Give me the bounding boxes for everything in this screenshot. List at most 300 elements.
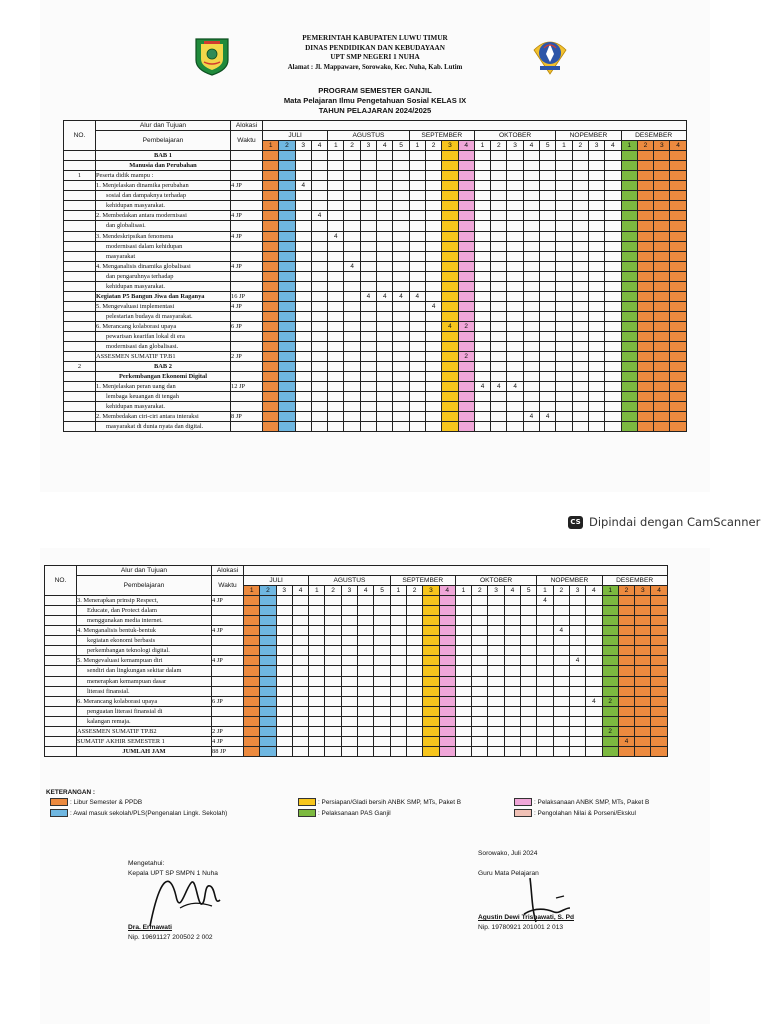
week-cell: [425, 211, 441, 221]
table-row: [64, 221, 687, 231]
row-number: [45, 706, 77, 716]
week-cell: [423, 626, 439, 636]
week-cell: [328, 291, 344, 301]
week-cell: [588, 161, 604, 171]
week-cell: [637, 271, 653, 281]
time-allocation: [231, 191, 263, 201]
week-cell: [279, 382, 295, 392]
week-cell: [637, 201, 653, 211]
week-cell: [263, 352, 279, 362]
week-cell: [654, 301, 670, 311]
week-cell: [602, 706, 618, 716]
week-cell: [491, 402, 507, 412]
table-row: [64, 402, 687, 412]
week-cell: [439, 666, 455, 676]
week-cell: [360, 181, 376, 191]
week-cell: [540, 261, 556, 271]
week-cell: [654, 291, 670, 301]
month-header: NOPEMBER: [537, 576, 602, 586]
table-row: [45, 686, 668, 696]
week-cell: [491, 301, 507, 311]
week-cell: [553, 706, 569, 716]
week-cell: [390, 686, 406, 696]
week-cell: 4: [328, 231, 344, 241]
learning-objective: 2. Membedakan antara modernisasi: [96, 211, 231, 221]
week-cell: [637, 342, 653, 352]
week-cell: [311, 171, 327, 181]
week-cell: [605, 151, 621, 161]
week-cell: [504, 716, 520, 726]
week-cell: [358, 636, 374, 646]
week-cell: [621, 161, 637, 171]
week-cell: [425, 201, 441, 211]
week-cell: [263, 372, 279, 382]
week-cell: [263, 362, 279, 372]
week-cell: [651, 686, 667, 696]
week-cell: [540, 241, 556, 251]
learning-objective: 6. Merancang kolaborasi upaya: [77, 696, 212, 706]
week-cell: [393, 301, 409, 311]
week-cell: [406, 706, 422, 716]
row-number: [64, 231, 96, 241]
learning-objective: dan pengaruhnya terhadap: [96, 271, 231, 281]
week-cell: [328, 181, 344, 191]
semester-schedule-table-page-1: [63, 120, 687, 432]
signing-place-date: Sorowako, Juli 2024: [478, 850, 538, 857]
legend-title: KETERANGAN :: [46, 789, 95, 796]
week-cell: [406, 676, 422, 686]
time-allocation: [212, 666, 244, 676]
week-cell: [425, 261, 441, 271]
week-header: 4: [651, 586, 667, 596]
week-cell: [602, 626, 618, 636]
week-cell: [279, 181, 295, 191]
week-cell: [458, 362, 474, 372]
week-cell: [374, 716, 390, 726]
week-cell: [488, 616, 504, 626]
week-cell: [295, 402, 311, 412]
week-cell: [504, 706, 520, 716]
week-cell: [540, 211, 556, 221]
week-cell: [279, 422, 295, 432]
learning-objective: perkembangan teknologi digital.: [77, 646, 212, 656]
time-allocation: [212, 616, 244, 626]
week-cell: [651, 676, 667, 686]
week-cell: [295, 352, 311, 362]
week-cell: [406, 646, 422, 656]
week-header: 1: [390, 586, 406, 596]
week-cell: [458, 281, 474, 291]
principal-title: Kepala UPT SP SMPN 1 Nuha: [128, 870, 218, 877]
week-cell: [637, 301, 653, 311]
week-cell: [572, 161, 588, 171]
week-cell: [390, 656, 406, 666]
week-cell: [504, 626, 520, 636]
table-row: [64, 181, 687, 191]
week-cell: [263, 201, 279, 211]
week-cell: [635, 596, 651, 606]
week-cell: [474, 342, 490, 352]
week-cell: [377, 342, 393, 352]
week-header: 3: [488, 586, 504, 596]
week-cell: [572, 372, 588, 382]
week-cell: [442, 382, 458, 392]
week-header: 3: [635, 586, 651, 596]
week-header: 2: [425, 141, 441, 151]
week-cell: [377, 171, 393, 181]
week-cell: [344, 342, 360, 352]
week-cell: 4: [409, 291, 425, 301]
time-allocation: [231, 402, 263, 412]
week-cell: [276, 646, 292, 656]
week-cell: [260, 636, 276, 646]
week-cell: [442, 362, 458, 372]
learning-objective: JUMLAH JAM: [77, 746, 212, 756]
week-cell: [621, 171, 637, 181]
week-cell: [605, 402, 621, 412]
week-cell: [556, 211, 572, 221]
week-cell: [341, 636, 357, 646]
week-header: 1: [309, 586, 325, 596]
week-cell: [442, 261, 458, 271]
week-cell: [311, 342, 327, 352]
week-cell: [507, 161, 523, 171]
col-alur-1: Alur dan Tujuan: [96, 121, 231, 131]
time-allocation: [231, 271, 263, 281]
week-cell: [635, 656, 651, 666]
week-cell: [360, 342, 376, 352]
week-cell: [263, 412, 279, 422]
week-cell: [540, 382, 556, 392]
week-cell: [344, 321, 360, 331]
week-cell: [393, 352, 409, 362]
time-allocation: [231, 372, 263, 382]
week-cell: [458, 181, 474, 191]
week-cell: [374, 686, 390, 696]
table-row: [64, 301, 687, 311]
week-cell: [409, 412, 425, 422]
week-cell: [328, 422, 344, 432]
week-cell: [309, 696, 325, 706]
row-number: [64, 161, 96, 171]
legend-swatch-mpls: [50, 809, 68, 817]
week-cell: [621, 201, 637, 211]
week-cell: [556, 301, 572, 311]
week-cell: [344, 412, 360, 422]
week-cell: [344, 221, 360, 231]
week-cell: [279, 161, 295, 171]
learning-objective: literasi finansial.: [77, 686, 212, 696]
row-number: [64, 281, 96, 291]
week-cell: [425, 311, 441, 321]
week-cell: [295, 281, 311, 291]
week-cell: [637, 422, 653, 432]
week-cell: [586, 736, 602, 746]
week-cell: 4: [553, 626, 569, 636]
week-cell: [556, 171, 572, 181]
week-cell: 4: [491, 382, 507, 392]
col-alokasi-2: Waktu: [212, 576, 244, 596]
week-cell: [458, 392, 474, 402]
week-cell: [586, 626, 602, 636]
time-allocation: 4 JP: [231, 301, 263, 311]
week-cell: [540, 291, 556, 301]
table-row: [64, 311, 687, 321]
week-cell: [621, 342, 637, 352]
week-cell: [263, 181, 279, 191]
week-cell: [621, 352, 637, 362]
week-cell: [276, 606, 292, 616]
time-allocation: 4 JP: [231, 181, 263, 191]
week-cell: [637, 362, 653, 372]
week-cell: [572, 402, 588, 412]
week-cell: [651, 636, 667, 646]
month-header: DESEMBER: [621, 131, 686, 141]
week-cell: [344, 422, 360, 432]
week-cell: [572, 211, 588, 221]
week-cell: [488, 596, 504, 606]
learning-objective: dan globalisasi.: [96, 221, 231, 231]
week-cell: [618, 626, 634, 636]
week-cell: [325, 716, 341, 726]
week-cell: [540, 362, 556, 372]
week-cell: [572, 231, 588, 241]
week-cell: [377, 231, 393, 241]
week-cell: [455, 706, 471, 716]
week-cell: [618, 666, 634, 676]
week-cell: [406, 726, 422, 736]
col-alur-2: Pembelajaran: [77, 576, 212, 596]
week-header: 1: [602, 586, 618, 596]
week-header: 4: [377, 141, 393, 151]
week-cell: [292, 656, 308, 666]
learning-objective: masyarakat di dunia nyata dan digital.: [96, 422, 231, 432]
week-cell: [651, 666, 667, 676]
time-allocation: [231, 342, 263, 352]
week-cell: [374, 736, 390, 746]
week-cell: [572, 271, 588, 281]
legend-item-mpls: [50, 809, 227, 817]
week-cell: [390, 706, 406, 716]
week-cell: [605, 261, 621, 271]
week-cell: [521, 726, 537, 736]
week-cell: [523, 362, 539, 372]
week-cell: [572, 422, 588, 432]
week-cell: [263, 311, 279, 321]
week-cell: [523, 231, 539, 241]
institution-header: [40, 34, 710, 72]
week-cell: [637, 191, 653, 201]
row-number: [64, 191, 96, 201]
week-cell: [670, 161, 686, 171]
week-header: 1: [537, 586, 553, 596]
week-cell: [586, 716, 602, 726]
week-cell: [472, 666, 488, 676]
week-cell: [341, 726, 357, 736]
week-cell: [409, 261, 425, 271]
week-cell: [279, 291, 295, 301]
week-cell: [654, 321, 670, 331]
week-cell: [556, 161, 572, 171]
week-cell: [439, 736, 455, 746]
week-cell: [276, 686, 292, 696]
week-cell: [390, 716, 406, 726]
week-cell: [341, 716, 357, 726]
week-cell: [472, 726, 488, 736]
week-cell: [341, 606, 357, 616]
week-cell: [458, 201, 474, 211]
week-cell: [637, 392, 653, 402]
week-cell: [360, 362, 376, 372]
week-cell: [377, 372, 393, 382]
week-cell: [276, 656, 292, 666]
week-cell: [358, 656, 374, 666]
week-cell: [360, 271, 376, 281]
week-cell: [586, 706, 602, 716]
week-cell: [295, 342, 311, 352]
week-cell: [507, 412, 523, 422]
week-cell: [474, 402, 490, 412]
table-row: [64, 261, 687, 271]
week-cell: [455, 646, 471, 656]
week-cell: [472, 636, 488, 646]
week-cell: [344, 291, 360, 301]
week-cell: [540, 251, 556, 261]
week-cell: [425, 372, 441, 382]
week-cell: [344, 251, 360, 261]
week-cell: [488, 716, 504, 726]
week-cell: [377, 181, 393, 191]
week-cell: 4: [507, 382, 523, 392]
week-cell: [621, 372, 637, 382]
week-cell: [670, 342, 686, 352]
week-header: 1: [263, 141, 279, 151]
col-alokasi-2: Waktu: [231, 131, 263, 151]
week-cell: [442, 161, 458, 171]
week-cell: [244, 706, 260, 716]
week-cell: [406, 666, 422, 676]
week-cell: [295, 301, 311, 311]
week-cell: [540, 342, 556, 352]
week-cell: [491, 352, 507, 362]
week-cell: [423, 666, 439, 676]
week-cell: [309, 726, 325, 736]
row-number: 2: [64, 362, 96, 372]
week-cell: [311, 362, 327, 372]
week-cell: [390, 616, 406, 626]
week-cell: [507, 392, 523, 402]
week-cell: [344, 191, 360, 201]
week-cell: [523, 241, 539, 251]
week-cell: [586, 636, 602, 646]
week-cell: [344, 352, 360, 362]
week-cell: [425, 422, 441, 432]
week-cell: [325, 626, 341, 636]
week-cell: [586, 616, 602, 626]
week-cell: [393, 281, 409, 291]
week-cell: [309, 666, 325, 676]
week-cell: [341, 596, 357, 606]
week-cell: [458, 342, 474, 352]
week-cell: [263, 241, 279, 251]
week-cell: [276, 626, 292, 636]
week-cell: 4: [442, 321, 458, 331]
week-cell: [393, 241, 409, 251]
col-alokasi-1: Alokasi: [212, 566, 244, 576]
week-cell: [409, 301, 425, 311]
week-cell: [569, 736, 585, 746]
week-cell: [458, 271, 474, 281]
week-cell: [474, 151, 490, 161]
week-cell: [393, 392, 409, 402]
week-cell: [409, 321, 425, 331]
week-header: 5: [393, 141, 409, 151]
week-cell: [618, 646, 634, 656]
week-cell: [488, 606, 504, 616]
week-cell: [425, 392, 441, 402]
week-cell: [409, 271, 425, 281]
week-header: 3: [507, 141, 523, 151]
week-cell: [442, 201, 458, 211]
time-allocation: 2 JP: [212, 726, 244, 736]
week-cell: [260, 706, 276, 716]
week-cell: [377, 261, 393, 271]
week-cell: [637, 261, 653, 271]
table-header-row-2: [45, 576, 668, 586]
week-cell: [295, 231, 311, 241]
week-cell: [328, 331, 344, 341]
week-cell: [588, 241, 604, 251]
week-cell: [635, 616, 651, 626]
week-cell: [651, 626, 667, 636]
week-cell: [556, 362, 572, 372]
week-cell: [556, 342, 572, 352]
week-cell: [637, 251, 653, 261]
week-cell: [409, 201, 425, 211]
week-cell: [488, 636, 504, 646]
table-row: [64, 352, 687, 362]
week-cell: [472, 696, 488, 706]
week-cell: [572, 171, 588, 181]
week-cell: [328, 321, 344, 331]
week-cell: [602, 746, 618, 756]
week-cell: [409, 331, 425, 341]
week-cell: [670, 211, 686, 221]
week-cell: [637, 151, 653, 161]
week-cell: [374, 706, 390, 716]
week-cell: [263, 211, 279, 221]
table-row: [45, 656, 668, 666]
week-cell: [360, 201, 376, 211]
teacher-name: Agustin Dewi Trisnawati, S. Pd: [478, 914, 574, 921]
week-cell: [442, 342, 458, 352]
week-cell: [537, 656, 553, 666]
week-cell: [425, 352, 441, 362]
week-cell: [311, 261, 327, 271]
week-cell: [425, 251, 441, 261]
month-header: DESEMBER: [602, 576, 667, 586]
week-cell: [670, 261, 686, 271]
time-allocation: [212, 636, 244, 646]
learning-objective: modernisasi dalam kehidupan: [96, 241, 231, 251]
week-cell: [279, 241, 295, 251]
week-cell: [311, 311, 327, 321]
week-cell: [588, 261, 604, 271]
week-cell: [474, 321, 490, 331]
month-header: OKTOBER: [455, 576, 536, 586]
week-cell: 4: [393, 291, 409, 301]
week-cell: [654, 221, 670, 231]
